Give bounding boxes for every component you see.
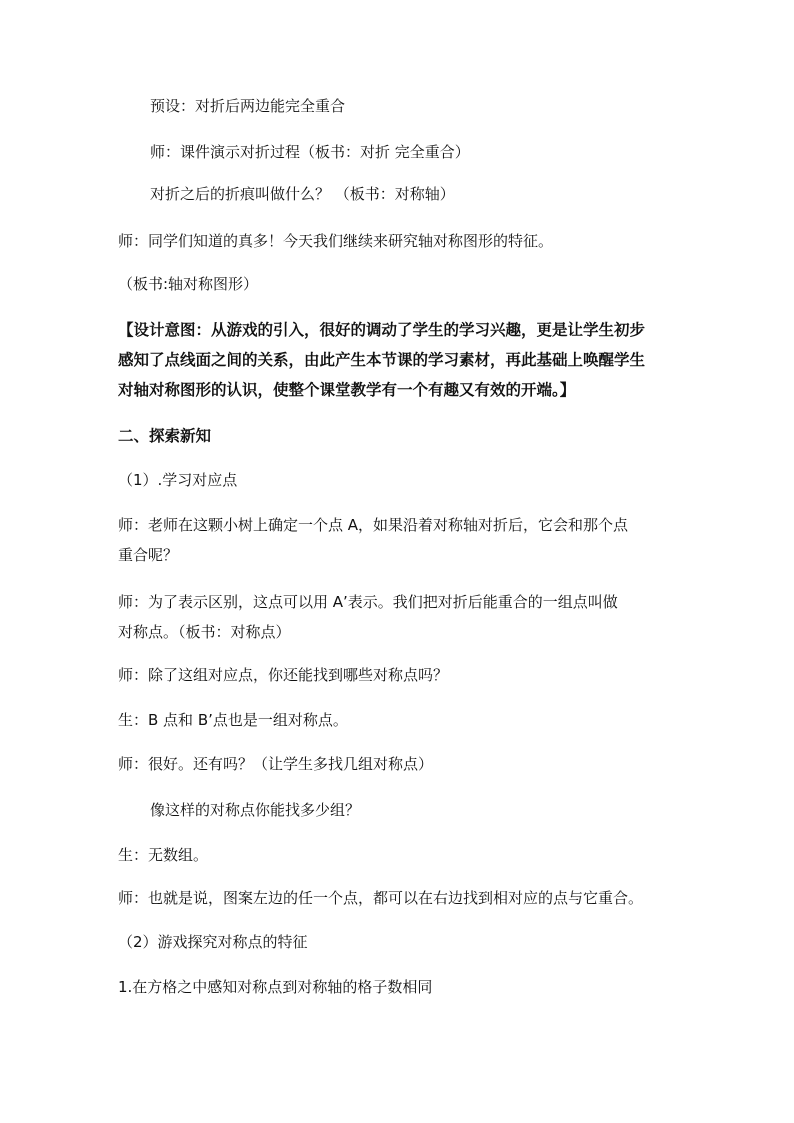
- design-intent-line: 对轴对称图形的认识，使整个课堂教学有一个有趣又有效的开端。】: [118, 381, 576, 399]
- text-line: 预设：对折后两边能完全重合: [150, 97, 346, 115]
- text-line: 师：为了表示区别，这点可以用 A’表示。我们把对折后能重合的一组点叫做: [118, 593, 618, 611]
- subsection-heading: （1）.学习对应点: [118, 471, 238, 489]
- text-line: 师：也就是说，图案左边的任一个点，都可以在右边找到相对应的点与它重合。: [118, 889, 644, 907]
- text-line: 师：同学们知道的真多！今天我们继续来研究轴对称图形的特征。: [118, 232, 554, 250]
- text-line: 师：课件演示对折过程（板书：对折 完全重合）: [150, 143, 470, 161]
- text-line: 生：无数组。: [118, 846, 209, 864]
- design-intent-line: 感知了点线面之间的关系，由此产生本节课的学习素材，再此基础上唤醒学生: [118, 351, 646, 369]
- text-line: 生：B 点和 B’点也是一组对称点。: [118, 711, 348, 729]
- text-line: （板书:轴对称图形）: [118, 275, 259, 293]
- text-line: 对折之后的折痕叫做什么？ （板书：对称轴）: [150, 185, 455, 203]
- text-line: 对称点。（板书：对称点）: [118, 623, 291, 641]
- subsection-heading: （2）游戏探究对称点的特征: [118, 933, 308, 951]
- text-line: 师：老师在这颗小树上确定一个点 A，如果沿着对称轴对折后，它会和那个点: [118, 516, 629, 534]
- design-intent-line: 【设计意图：从游戏的引入，很好的调动了学生的学习兴趣，更是让学生初步: [118, 321, 646, 339]
- section-heading: 二、探索新知: [118, 427, 212, 445]
- text-line: 重合呢？: [118, 546, 179, 564]
- text-line: 像这样的对称点你能找多少组？: [150, 801, 361, 819]
- text-line: 师：除了这组对应点，你还能找到哪些对称点吗？: [118, 666, 449, 684]
- text-line: 1.在方格之中感知对称点到对称轴的格子数相同: [118, 978, 433, 996]
- text-line: 师：很好。还有吗？（让学生多找几组对称点）: [118, 755, 434, 773]
